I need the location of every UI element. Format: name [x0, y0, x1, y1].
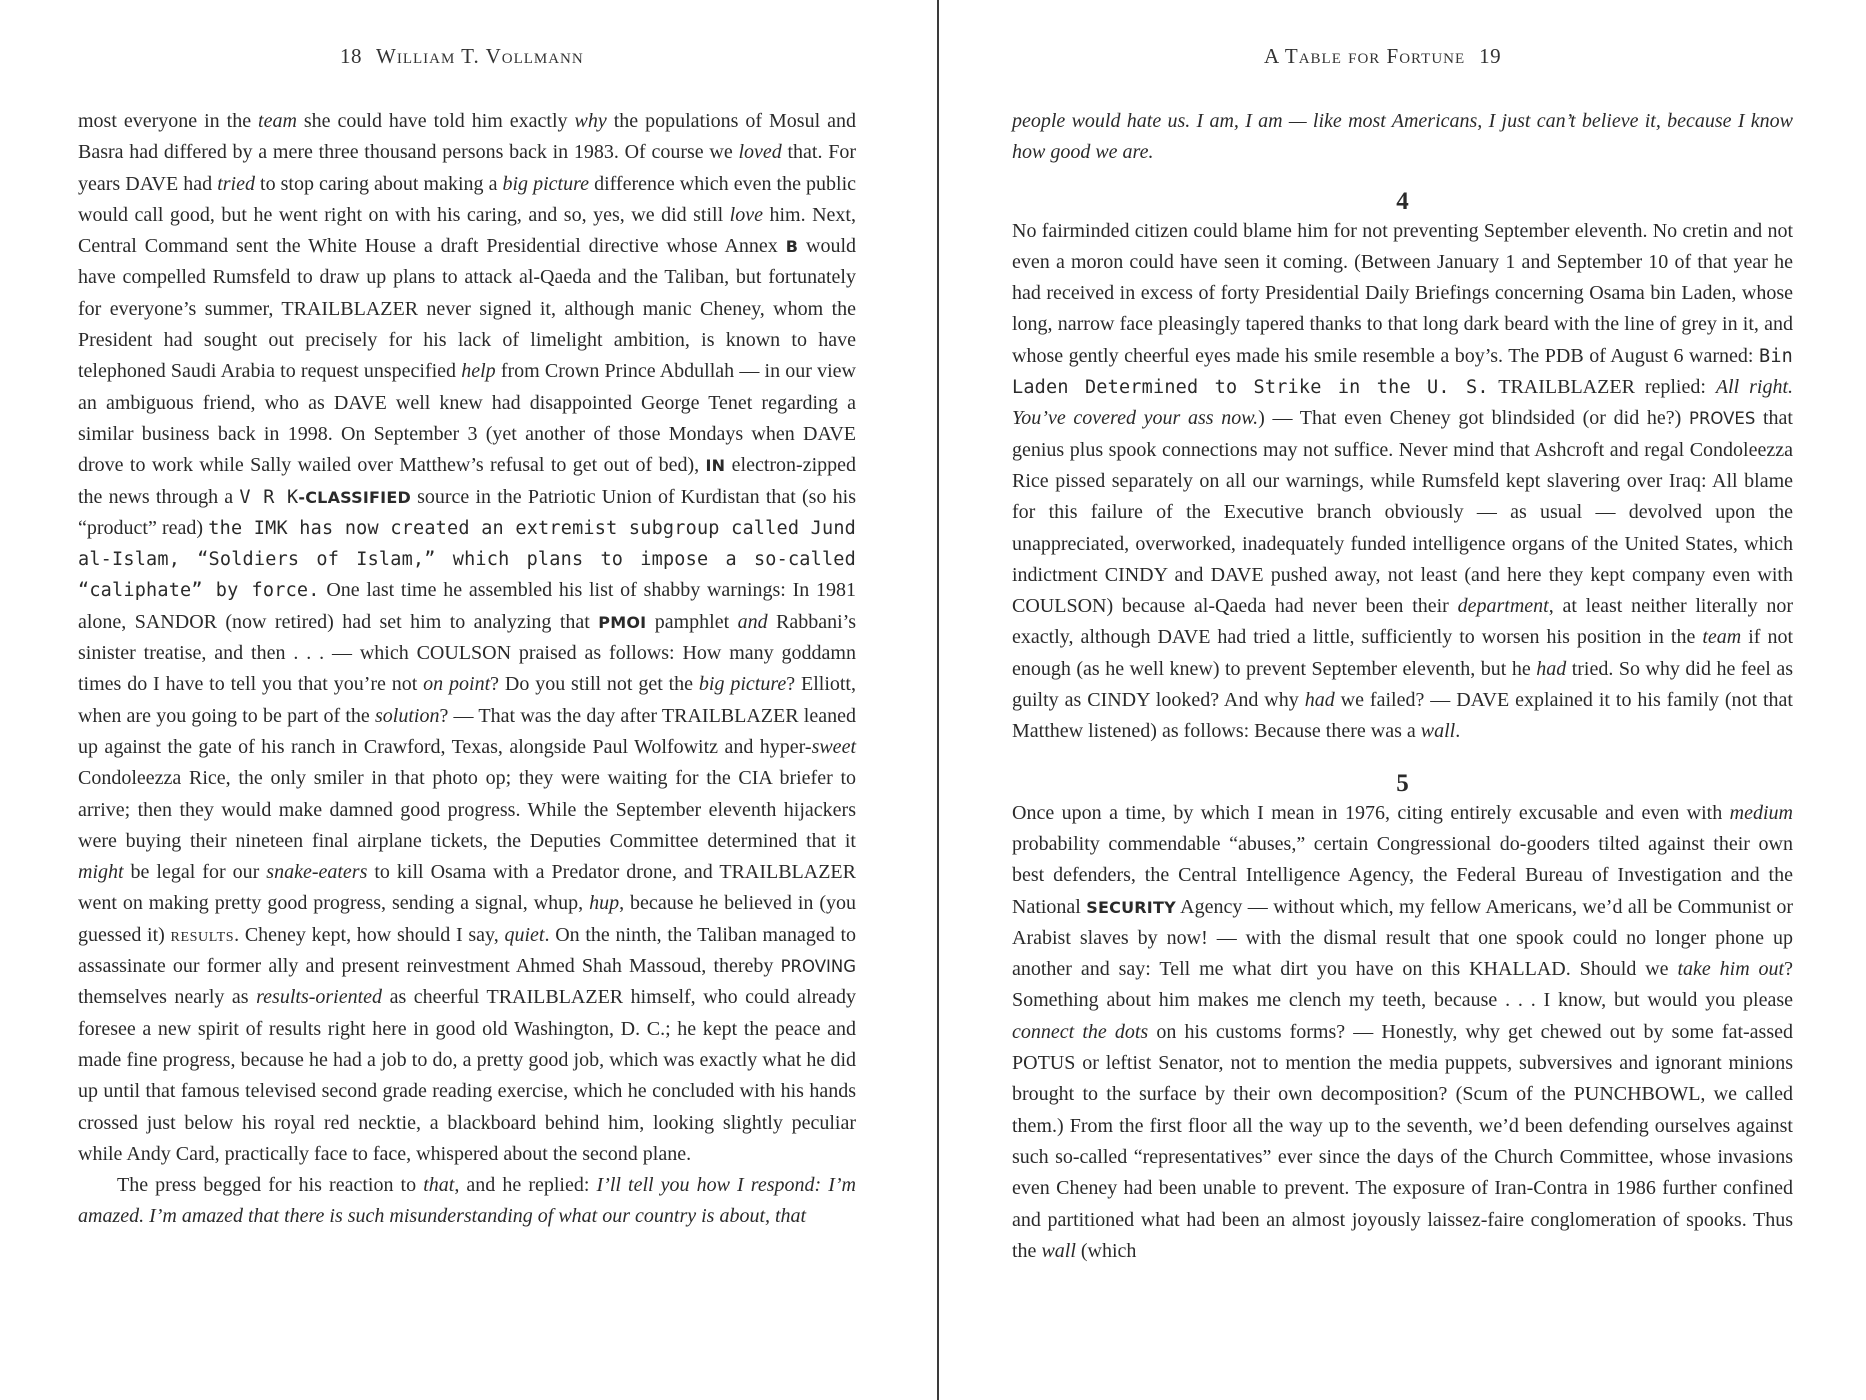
left-italic-run: might: [78, 861, 124, 884]
left-text-run: him. Next, Central Command sent the White House a draft Presidential directive whose Annex: [78, 203, 856, 258]
left-paragraph-2: [78, 1170, 856, 1233]
right-italic-run: medium: [1729, 801, 1793, 824]
right-italic-run: had: [1536, 657, 1567, 680]
left-bold-sans-run: -CLASSIFIED: [298, 487, 411, 507]
left-text-run: she could have told him exactly: [296, 110, 575, 132]
left-text-run: themselves nearly as: [78, 986, 257, 1009]
left-body-text: [78, 106, 856, 1233]
right-text-run: that genius plus spook connections may not suffice. Never mind that Ashcroft and regal Condoleezza Rice pissed separately on all our warnings, while Rumsfeld kept slavering over Iraq: All blame for this failure of the Executive branch obviously — as usual — devolved upon the unappreciated, overworked, inadequately funded intelligence organs of the United States, which indictment CINDY and DAVE pushed away, not least (and here they kept company even with COULSON) because al-Qaeda had never been their: [1012, 407, 1793, 618]
right-text-run: ? Something about him makes me clench my teeth, because . . . I know, but would you please: [1012, 958, 1793, 1012]
left-italic-run: big picture: [502, 172, 590, 195]
right-italic-run: All right. You’ve covered your ass now.: [1012, 376, 1793, 430]
left-text-run: , and he replied:: [454, 1174, 597, 1197]
left-text-run: ? Do you still not get the: [490, 673, 699, 696]
right-page: [939, 0, 1866, 1400]
right-text-run: Agency — without which, my fellow Americans, we’d all be Communist or Arabist slaves by now! — with the dismal result that one spook could no longer phone up another and say: Tell me what dirt you have on this KHALLAD. Should we: [1012, 895, 1793, 981]
left-text-run: Rabbani’s sinister treatise, and then . . . — which COULSON praised as follows: How many goddamn times do I have to tell you that you’re not: [78, 610, 856, 696]
right-running-title: A Table for Fortune: [1264, 44, 1466, 68]
left-italic-run: love: [729, 203, 763, 226]
right-italic-run: people would hate us. I am, I am — like most Americans, I just can’t believe it, because I know how good we are.: [1012, 110, 1793, 164]
right-bold-sans-run: SECURITY: [1086, 897, 1176, 917]
right-italic-run: wall: [1041, 1239, 1076, 1262]
left-text-run: from Crown Prince Abdullah — in our view an ambiguous friend, who as DAVE well knew had disappointed George Tenet regarding a similar business back in 1998. On September 3 (yet another of those Mondays when DAVE drove to work while Sally wailed over Matthew’s refusal to get out of bed),: [78, 360, 857, 477]
left-italic-quote: I’ll tell you how I respond: I’m amazed. I’m amazed that there is such misunderstanding of what our country is about, that: [78, 1174, 857, 1228]
left-italic-run: on point: [423, 673, 491, 696]
left-bold-sans-run: PMOI: [598, 612, 647, 632]
right-page-number: 19: [1479, 44, 1502, 68]
right-paragraph-section-4: [1012, 216, 1793, 748]
left-italic-run: solution: [375, 704, 440, 727]
left-page-number: 18: [340, 44, 362, 68]
right-text-run: , at least neither literally nor exactly, although DAVE had tried a little, sufficiently to worsen his position in the: [1012, 595, 1793, 649]
left-text-run: Condoleezza Rice, the only smiler in that photo op; they were waiting for the CIA briefer to arrive; then they would make damned good progress. While the September eleventh hijackers were buying their nineteen final airplane tickets, the Deputies Committee determined that it: [78, 767, 856, 852]
left-text-run: difference which even the public would call good, but he went right on with his caring, and so, yes, we did still: [78, 172, 856, 226]
right-text-run: TRAILBLAZER replied:: [1488, 376, 1716, 399]
left-text-run: be legal for our: [123, 861, 267, 884]
left-italic-run: sweet: [811, 735, 856, 758]
right-italic-run: department: [1457, 595, 1549, 618]
left-text-run: to stop caring about making a: [254, 172, 503, 195]
left-text-run: as cheerful TRAILBLAZER himself, who could already foresee a new spirit of results right here in good old Washington, D. C.; he kept the peace and made fine progress, because he had a job to do, a pretty good job, which was exactly what he did up until that famous televised second grade reading exercise, which he concluded with his hands crossed just below his royal red necktie, a blackboard behind him, looking slightly peculiar while Andy Card, practically face to face, whispered about the second plane.: [78, 986, 857, 1165]
left-small-caps-run: results: [170, 923, 235, 946]
right-sans-run: PROVES: [1689, 409, 1756, 429]
left-text-run: One last time he assembled his list of shabby warnings: In 1981 alone, SANDOR (now retired) had set him to analyzing that: [78, 579, 856, 633]
right-body-text: [1012, 106, 1793, 1267]
left-italic-run: that: [423, 1174, 455, 1197]
right-text-run: .: [1455, 720, 1461, 743]
left-italic-run: team: [258, 110, 297, 132]
section-number-5: 5: [1396, 769, 1409, 797]
left-text-run: electron-zipped the news through a: [78, 454, 857, 508]
left-sans-run: PROVING: [780, 957, 856, 977]
right-text-run: probability commendable “abuses,” certain Congressional do-gooders tilted against their own best defenders, the Central Intelligence Agency, the Federal Bureau of Investigation and the National: [1012, 832, 1793, 918]
right-italic-run: connect the dots: [1012, 1020, 1149, 1043]
right-paragraph-section-5: [1012, 798, 1793, 1267]
left-text-run: source in the Patriotic Union of Kurdistan that (so his “product” read): [78, 485, 856, 539]
left-running-head: [326, 44, 584, 69]
right-italic-run: team: [1702, 626, 1742, 649]
left-text-run: , because he believed in (you guessed it): [78, 892, 856, 946]
left-bold-sans-run: IN: [705, 456, 726, 476]
left-running-title: William T. Vollmann: [376, 44, 584, 68]
left-text-run: The press begged for his reaction to: [117, 1174, 424, 1197]
right-text-run: if not enough (as he well knew) to prevent September eleventh, but he: [1012, 626, 1793, 680]
left-italic-run: and: [737, 610, 768, 633]
left-text-run: . On the ninth, the Taliban managed to assassinate our former ally and present reinvestment Ahmed Shah Massoud, thereby: [78, 923, 856, 978]
left-text-run: . Cheney kept, how should I say,: [234, 923, 505, 946]
right-text-run: (which: [1075, 1239, 1137, 1262]
left-text-run: pamphlet: [646, 610, 738, 633]
section-number-4: 4: [1396, 187, 1409, 215]
right-text-run: ) — That even Cheney got blindsided (or did he?): [1258, 407, 1689, 430]
left-text-run: to kill Osama with a Predator drone, and TRAILBLAZER went on making pretty good progress, sending a signal, whup,: [78, 861, 856, 915]
left-bold-sans-run: B: [785, 237, 799, 257]
right-italic-run: wall: [1420, 720, 1456, 743]
left-text-run: the populations of Mosul and Basra had differed by a mere three thousand persons back in 1983. Of course we: [78, 110, 856, 164]
right-italic-run: take him out: [1677, 958, 1785, 981]
left-text-run: would have compelled Rumsfeld to draw up plans to attack al-Qaeda and the Taliban, but fortunately for everyone’s summer, TRAILBLAZER never signed it, although manic Cheney, whom the President had sought out precisely for his lack of limelight ambition, is known to have telephoned Saudi Arabia to request unspecified: [78, 235, 857, 383]
left-text-run: ? — That was the day after TRAILBLAZER leaned up against the gate of his ranch in Crawford, Texas, alongside Paul Wolfowitz and hyper-: [78, 704, 856, 758]
right-text-run: on his customs forms? — Honestly, why get chewed out by some fat-assed POTUS or leftist Senator, not to mention the media puppets, subversives and ignorant minions brought to the surface by their own decomposition? (Scum of the PUNCHBOWL, we called them.) From the first floor all the way up to the seventh, we’d been defending ourselves against such so-called “representatives” ever since the days of the Church Committee, whose invasions even Cheney had been unable to prevent. The exposure of Iran-Contra in 1986 further confined and partitioned what had been an almost joyously laissez-faire conglomeration of spooks. Thus the: [1012, 1020, 1793, 1262]
left-italic-run: quiet: [504, 923, 545, 946]
left-italic-run: big picture: [698, 673, 787, 696]
left-italic-run: snake-eaters: [266, 861, 368, 884]
left-paragraph-1: [78, 106, 856, 1170]
left-italic-run: loved: [738, 141, 782, 164]
left-typewriter-quote: the IMK has now created an extremist subgroup called Jund al-Islam, “Soldiers of Islam,” which plans to impose a so-called “caliphate” by force.: [78, 517, 857, 602]
left-italic-run: tried: [217, 172, 255, 195]
left-text-run: most everyone in the: [78, 110, 259, 132]
right-paragraph-continued: [1012, 106, 1793, 169]
left-italic-run: results-oriented: [256, 986, 383, 1009]
right-text-run: No fairminded citizen could blame him for not preventing September eleventh. No cretin and not even a moron could have seen it coming. (Between January 1 and September 10 of that year he had received in excess of forty Presidential Daily Briefings concerning Osama bin Laden, whose long, narrow face pleasingly tapered thanks to that long dark beard with the line of grey in it, and whose gently cheerful eyes made his smile resemble a boy’s. The PDB of August 6 warned:: [1012, 219, 1793, 367]
right-text-run: we failed? — DAVE explained it to his family (not that Matthew listened) as follows: Because there was a: [1012, 689, 1793, 743]
right-italic-run: had: [1304, 689, 1335, 712]
left-typewriter-run: V R K: [239, 486, 299, 508]
right-text-run: tried. So why did he feel as guilty as CINDY looked? And why: [1012, 657, 1793, 712]
left-italic-run: help: [461, 360, 496, 383]
right-running-head: [1264, 44, 1515, 69]
right-text-run: Once upon a time, by which I mean in 1976, citing entirely excusable and even with: [1012, 801, 1730, 824]
left-italic-run: why: [574, 110, 607, 132]
left-text-run: that. For years DAVE had: [78, 141, 856, 195]
left-italic-run: hup: [589, 892, 620, 915]
left-text-run: ? Elliott, when are you going to be part of the: [78, 673, 856, 727]
right-typewriter-run: Bin Laden Determined to Strike in the U. S.: [1012, 345, 1793, 399]
